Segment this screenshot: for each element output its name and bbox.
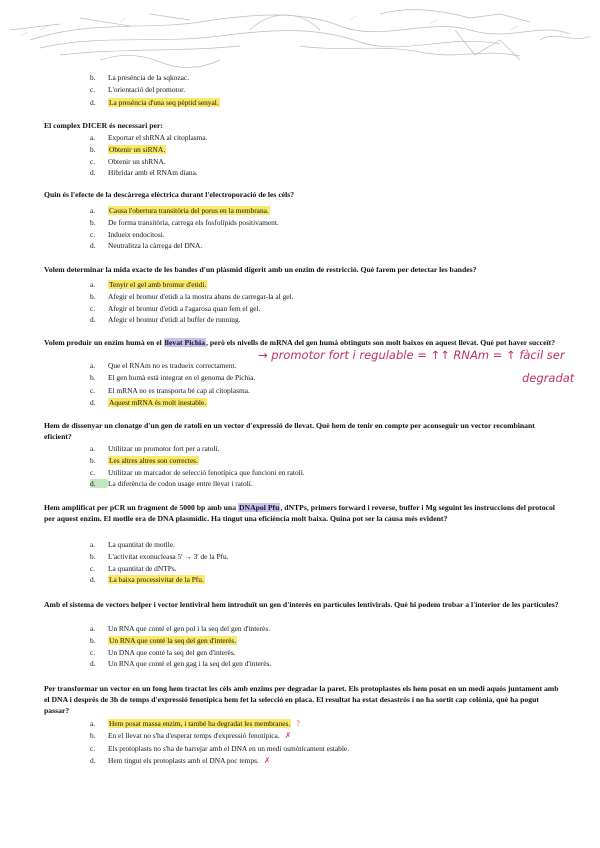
option-letter: a. bbox=[90, 206, 96, 215]
handwritten-mark: ✗ bbox=[284, 731, 292, 741]
option-text: La quantitat de dNTPs. bbox=[108, 563, 177, 573]
option-letter: d. bbox=[90, 755, 96, 765]
option-text: En el llevat no s'ha d'esperar temps d'expressió fenotípica. bbox=[108, 731, 280, 741]
handwritten-line-1: → promotor fort i regulable = ↑↑ RNAm = ↑ fàcil ser bbox=[258, 348, 565, 362]
option-text: La diferència de codon usage entre llevat i ratolí. bbox=[108, 479, 253, 489]
question-3: Volem determinar la mida exacte de les bandes d'un plàsmid digerit amb un enzim de restricció. Què farem per detectar les bandes? bbox=[44, 265, 477, 274]
option-q3-d bbox=[90, 315, 241, 324]
option-text: Indueix endocitosi. bbox=[108, 229, 165, 239]
option-text: Hem posat massa enzim, i també ha degradat les membranes. bbox=[109, 719, 291, 728]
option-letter: c. bbox=[90, 743, 96, 753]
option-letter: d. bbox=[90, 315, 96, 325]
option-q5-d bbox=[90, 479, 253, 488]
option-q8-b bbox=[90, 731, 291, 740]
option-text: Un RNA que conté la seq del gen d'interès. bbox=[109, 635, 237, 645]
option-text: Afegir el bromur d'etidi al buffer de running. bbox=[108, 315, 241, 325]
option-q5-b bbox=[90, 456, 199, 465]
option-text: Hibridar amb el RNAm diana. bbox=[108, 168, 198, 178]
option-text: Que el RNAm no es tradueix correctament. bbox=[108, 361, 237, 370]
option-letter: d. bbox=[90, 479, 108, 488]
option-text: El gen humà està integrat en el genoma de Pichia. bbox=[108, 373, 256, 383]
option-q2-b bbox=[90, 218, 279, 227]
option-q1-c bbox=[90, 157, 166, 166]
option-q8-c bbox=[90, 744, 349, 753]
option-text: Obtenir un shRNA. bbox=[108, 156, 166, 166]
option-letter: c. bbox=[90, 85, 96, 95]
option-letter: d. bbox=[90, 241, 96, 251]
option-q7-c bbox=[90, 648, 236, 657]
option-letter: c. bbox=[90, 647, 96, 657]
option-q0-c bbox=[90, 85, 185, 94]
option-text: Aquest mRNA és molt inestable. bbox=[109, 397, 207, 407]
option-letter: c. bbox=[90, 303, 96, 313]
option-letter: d. bbox=[90, 97, 96, 107]
option-q1-a bbox=[90, 133, 208, 142]
option-text: Un RNA que conté el gen pol i la seq del gen d'interès. bbox=[108, 624, 271, 633]
option-letter: d. bbox=[90, 659, 96, 669]
question-4-text-start: Volem produir un enzim humà en el bbox=[44, 338, 164, 347]
question-6-text-end: , dNTPs, primers forward i reverse, buffer i Mg seguint les instruccions del protocol per aquest enzim. El motlle era de DNA plasmídic. Ha tingut una eficiència molt baixa. Quina pot ser la causa més evident? bbox=[44, 503, 555, 523]
option-letter: b. bbox=[90, 635, 96, 645]
option-q3-a bbox=[90, 280, 207, 289]
option-q6-a bbox=[90, 540, 175, 549]
option-q7-a bbox=[90, 624, 270, 633]
option-q3-c bbox=[90, 304, 260, 313]
option-text: L'activitat exonucleasa 5' → 3' de la Pfu. bbox=[108, 551, 229, 561]
handwritten-line-2: degradat bbox=[522, 371, 575, 385]
option-q1-d bbox=[90, 168, 198, 177]
option-q7-d bbox=[90, 659, 271, 668]
option-q8-a bbox=[90, 719, 300, 728]
question-4-highlight: llevat Pichia bbox=[164, 338, 206, 347]
option-text: Hem tingut els protoplasts amb el DNA poc temps. bbox=[108, 755, 259, 765]
option-letter: a. bbox=[90, 280, 96, 289]
option-letter: c. bbox=[90, 563, 96, 573]
option-q2-a bbox=[90, 206, 270, 215]
handwritten-annotation bbox=[258, 337, 578, 387]
option-q4-b bbox=[90, 373, 255, 382]
question-2: Quin és l'efecte de la descàrrega elèctrica durant l'electroporació de les cèls? bbox=[44, 190, 295, 199]
option-q6-d bbox=[90, 575, 205, 584]
option-letter: d. bbox=[90, 575, 96, 585]
option-text: Causa l'obertura transitòria del porus en la membrana. bbox=[109, 206, 269, 215]
option-text: Els protoplasts no s'ha de barrejar amb el DNA en un medi osmòticament estable. bbox=[108, 743, 350, 753]
option-letter: a. bbox=[90, 133, 96, 142]
option-text: Afegir el bromur d'etidi a la mostra abans de carregar-la al gel. bbox=[108, 291, 294, 301]
option-text: Un RNA que conté el gen gag i la seq del gen d'interès. bbox=[108, 659, 272, 669]
option-text: Exportar el shRNA al citoplasma. bbox=[108, 133, 208, 142]
option-letter: b. bbox=[90, 551, 96, 561]
option-text: La quantitat de motlle. bbox=[108, 540, 175, 549]
option-text: Utilitzar un marcador de selecció fenotípica que funcioni en ratolí. bbox=[108, 467, 305, 477]
option-text: Les altres altres son correctes. bbox=[109, 455, 198, 465]
handwritten-mark: ✗ bbox=[263, 755, 271, 765]
question-6-highlight: DNApol Pfu bbox=[238, 503, 280, 512]
option-q5-a bbox=[90, 444, 219, 453]
option-q0-d bbox=[90, 98, 220, 107]
option-letter: b. bbox=[90, 373, 96, 383]
option-q2-d bbox=[90, 241, 202, 250]
option-q3-b bbox=[90, 292, 293, 301]
option-letter: b. bbox=[90, 455, 96, 465]
question-1: El complex DICER és necessari per: bbox=[44, 121, 163, 130]
option-letter: a. bbox=[90, 540, 96, 549]
option-q6-c bbox=[90, 564, 177, 573]
option-letter: b. bbox=[90, 731, 96, 741]
option-letter: a. bbox=[90, 361, 96, 370]
option-letter: c. bbox=[90, 385, 96, 395]
option-letter: b. bbox=[90, 73, 96, 82]
question-7: Amb el sistema de vectors helper i vector lentiviral hem introduït un gen d'interès en partícules lentivirals. Què hi podem trobar a l'interior de les partícules? bbox=[44, 600, 559, 609]
option-text: De forma transitòria, carrega els fosfolípids positivament. bbox=[108, 217, 279, 227]
option-letter: b. bbox=[90, 144, 96, 154]
option-q4-c bbox=[90, 386, 250, 395]
option-letter: c. bbox=[90, 156, 96, 166]
question-6-text-start: Hem amplificat per pCR un fragment de 5000 bp amb una bbox=[44, 503, 238, 512]
option-q1-b bbox=[90, 145, 166, 154]
pencil-sketch-doodle bbox=[0, 0, 600, 70]
option-letter: a. bbox=[90, 719, 96, 728]
option-letter: d. bbox=[90, 168, 96, 178]
question-6 bbox=[44, 502, 560, 524]
option-text: Tenyir el gel amb bromur d'etidi. bbox=[109, 280, 207, 289]
option-text: La presència de la sqkozac. bbox=[108, 73, 190, 82]
handwritten-mark: ? bbox=[296, 719, 300, 728]
option-text: Un DNA que conté la seq del gen d'interès. bbox=[108, 647, 236, 657]
option-text: La baixa processivitat de la Pfu. bbox=[109, 575, 204, 585]
option-letter: c. bbox=[90, 229, 96, 239]
option-text: Afegir el bromur d'etidi a l'agarosa quan fem el gel. bbox=[108, 303, 261, 313]
option-letter: c. bbox=[90, 467, 96, 477]
question-8: Per transformar un vector en un fong hem tractat les cèls amb enzims per degradar la paret. Els protoplastes els hem posat en un medi aquós juntament amb el DNA i després de 3h de temps d'expressió fenotípica hem fet la selecció en placa. El resultat ha estat desastrós i no ha sortit cap colònia, què ha pogut passar? bbox=[44, 684, 559, 715]
option-q6-b bbox=[90, 552, 229, 561]
option-q4-d bbox=[90, 398, 207, 407]
question-5: Hem de dissenyar un clonatge d'un gen de ratolí en un vector d'expressió de llevat. Què hem de tenir en compte per aconseguir un vector recombinant eficient? bbox=[44, 421, 535, 441]
option-text: El mRNA no es transporta bé cap al citoplasma. bbox=[108, 385, 250, 395]
option-q5-c bbox=[90, 468, 305, 477]
option-text: La presència d'una seq pèptid senyal. bbox=[109, 97, 219, 107]
option-text: Utilitzar un promotor fort per a ratolí. bbox=[108, 444, 220, 453]
option-q4-a bbox=[90, 361, 236, 370]
option-letter: b. bbox=[90, 291, 96, 301]
option-letter: b. bbox=[90, 217, 96, 227]
option-letter: d. bbox=[90, 397, 96, 407]
option-q2-c bbox=[90, 230, 165, 239]
option-q7-b bbox=[90, 636, 237, 645]
option-text: L'orientació del promotor. bbox=[108, 85, 186, 95]
option-text: Neutralitza la càrrega del DNA. bbox=[108, 241, 203, 251]
option-text: Obtenir un siRNA. bbox=[109, 144, 166, 154]
question-4-text-end: , però els nivells de mRNA del gen humà obtinguts son molt baixos en aquest llevat. Què pot haver succeït? bbox=[206, 338, 556, 347]
option-q0-b bbox=[90, 73, 189, 82]
option-letter: a. bbox=[90, 624, 96, 633]
option-q8-d bbox=[90, 756, 271, 765]
option-letter: a. bbox=[90, 444, 96, 453]
